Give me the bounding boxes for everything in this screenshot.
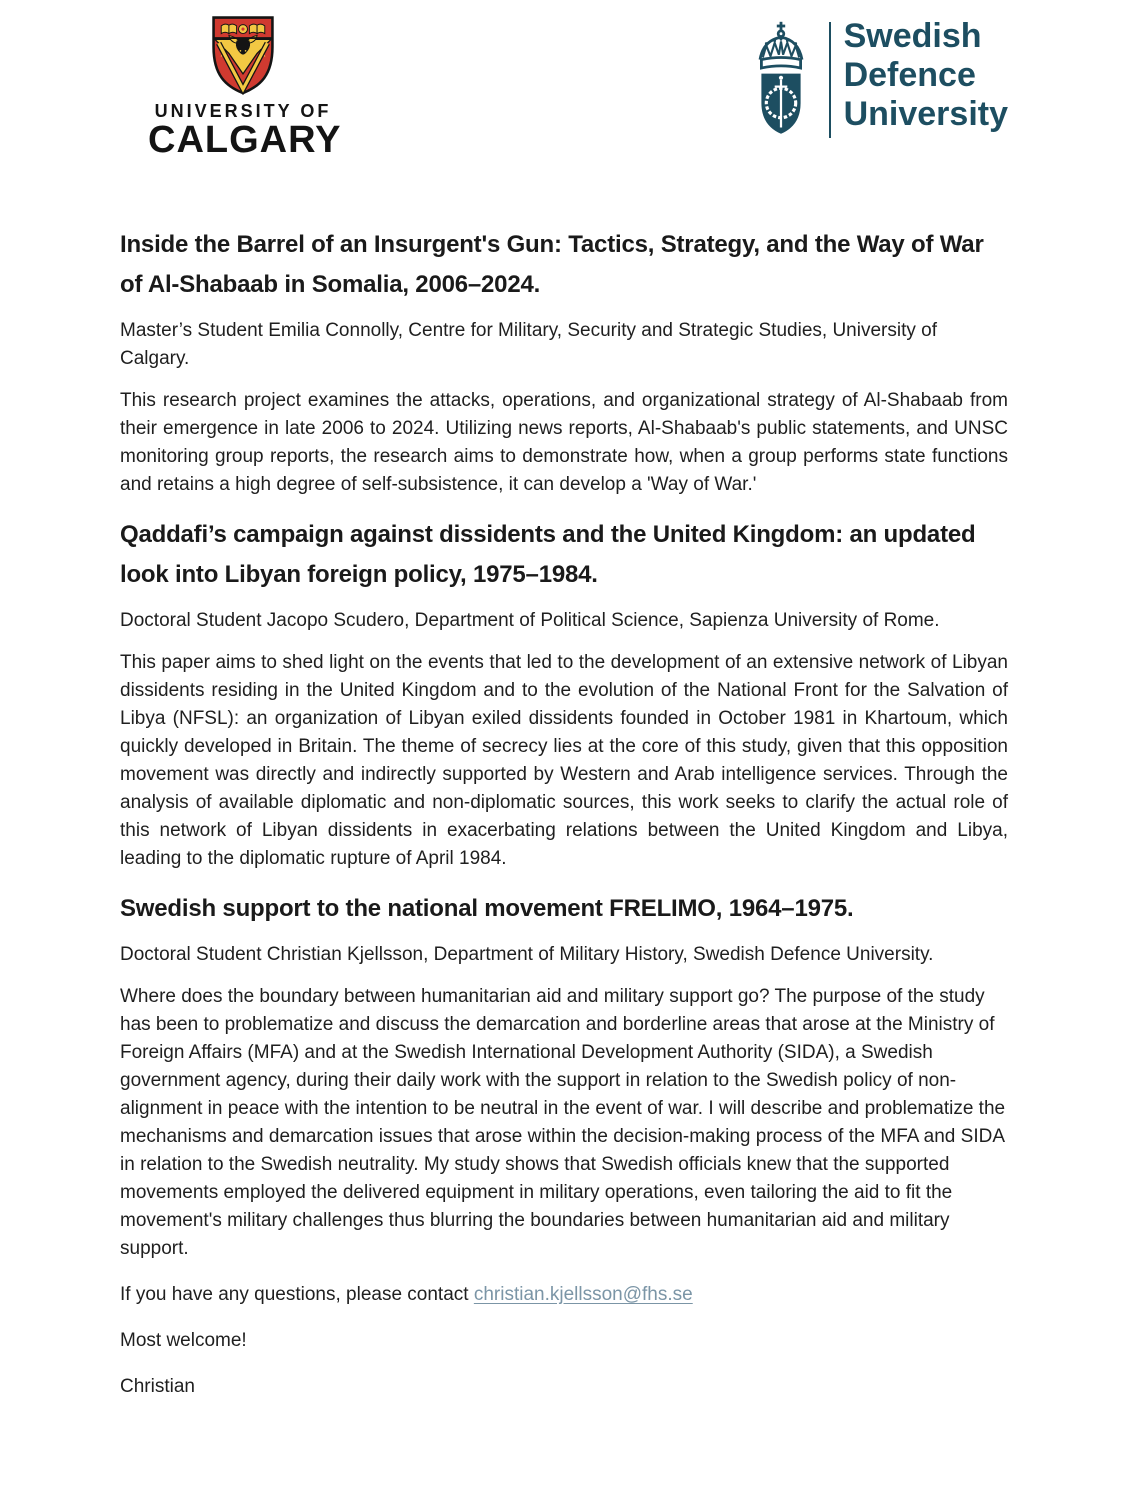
sdu-wordmark	[844, 17, 1008, 134]
ucalgary-wordmark-line2: CALGARY	[148, 119, 342, 161]
sdu-logo	[746, 17, 1008, 144]
ucalgary-shield-icon	[211, 15, 275, 95]
welcome-line: Most welcome!	[120, 1330, 247, 1351]
header-logos	[120, 15, 1008, 165]
contact-line	[120, 1281, 1008, 1309]
section-title: Swedish support to the national movement FRELIMO, 1964–1975.	[120, 895, 854, 922]
section-abstract: This paper aims to shed light on the events that led to the development of an extensive network of Libyan dissidents residing in the United Kingdom and to the evolution of the National Front for the Salvation of Libya (NFSL): an organization of Libyan exiled dissidents founded in October 1981 in Khartoum, which quickly developed in Britain. The theme of secrecy lies at the core of this study, given that this opposition movement was directly and indirectly supported by Western and Arab intelligence services. Through the analysis of available diplomatic and non-diplomatic sources, this work seeks to clarify the actual role of this network of Libyan dissidents in exacerbating relations between the United Kingdom and Libya, leading to the diplomatic rupture of April 1984.	[120, 652, 1008, 869]
section-title: Inside the Barrel of an Insurgent's Gun: Tactics, Strategy, and the Way of War of Al-Shabaab in Somalia, 2006–2024.	[120, 231, 984, 298]
section-abstract: This research project examines the attacks, operations, and organizational strategy of Al-Shabaab from their emergence in late 2006 to 2024. Utilizing news reports, Al-Shabaab's public statements, and UNSC monitoring group reports, the research aims to demonstrate how, when a group performs state functions and retains a high degree of self-subsistence, it can develop a 'Way of War.'	[120, 390, 1008, 495]
sdu-wordmark-line3: University	[843, 95, 1008, 133]
closing-block	[120, 1281, 1008, 1401]
signature-line: Christian	[120, 1376, 195, 1397]
contact-email-link[interactable]: christian.kjellsson@fhs.se	[473, 1284, 693, 1305]
abstract-section-frelimo	[120, 889, 1008, 1263]
ucalgary-logo	[148, 15, 342, 161]
abstracts-content	[120, 225, 1008, 1401]
sdu-crest-icon	[746, 20, 816, 144]
abstract-section-qaddafi	[120, 515, 1008, 873]
sdu-wordmark-line2: Defence	[843, 56, 976, 94]
section-title: Qaddafi’s campaign against dissidents and the United Kingdom: an updated look into Libyan foreign policy, 1975–1984.	[120, 521, 976, 588]
section-author: Doctoral Student Jacopo Scudero, Department of Political Science, Sapienza University of Rome.	[120, 610, 940, 631]
section-abstract: Where does the boundary between humanitarian aid and military support go? The purpose of the study has been to problematize and discuss the demarcation and borderline areas that arose at the Ministry of Foreign Affairs (MFA) and at the Swedish International Development Authority (SIDA), a Swedish government agency, during their daily work with the support in relation to the Swedish policy of non-alignment in peace with the intention to be neutral in the event of war. I will describe and problematize the mechanisms and demarcation issues that arose within the decision-making process of the MFA and SIDA in relation to the Swedish neutrality. My study shows that Swedish officials knew that the supported movements employed the delivered equipment in military operations, even tailoring the aid to fit the movement's military challenges thus blurring the boundaries between humanitarian aid and military support.	[120, 986, 1006, 1259]
section-author: Master’s Student Emilia Connolly, Centre for Military, Security and Strategic Studies, University of Calgary.	[120, 320, 937, 369]
section-author: Doctoral Student Christian Kjellsson, Department of Military History, Swedish Defence University.	[120, 944, 934, 965]
sdu-wordmark-line1: Swedish	[843, 17, 982, 55]
contact-text: If you have any questions, please contact	[120, 1284, 474, 1305]
abstract-section-alshabaab	[120, 225, 1008, 499]
sdu-logo-divider	[829, 22, 831, 138]
ucalgary-wordmark-line1: UNIVERSITY OF	[154, 101, 332, 121]
